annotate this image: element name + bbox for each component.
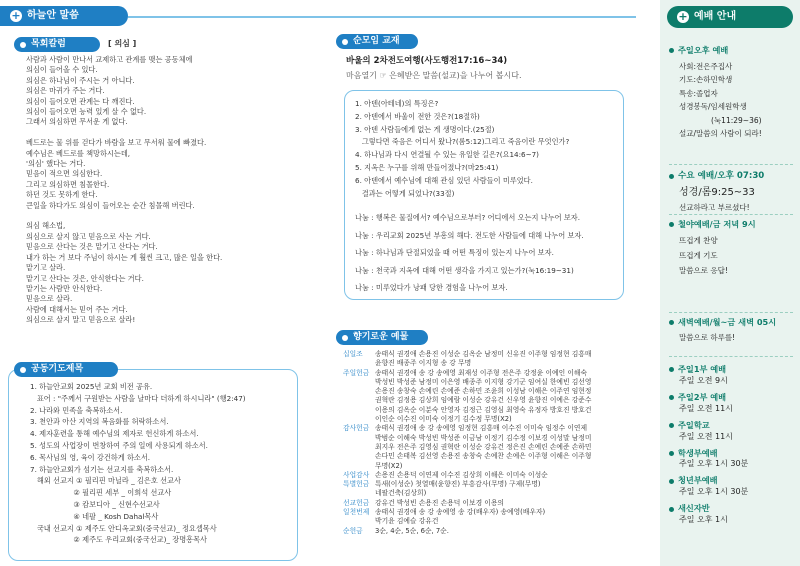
column-line: 내가 하는 거 보다 주님이 하시는 게 훨씬 크고, 많은 일을 한다. <box>26 252 223 262</box>
service-item <box>669 449 748 470</box>
column-line: 의심으로 살지 말고 믿음으로 살라! <box>26 315 136 325</box>
service-title-text: 새신자반 <box>678 503 710 514</box>
offering-row <box>343 508 591 527</box>
service-title <box>669 449 748 459</box>
service-item <box>669 365 748 386</box>
friday-title: 철야예배/금 저녁 9시 <box>678 219 756 229</box>
prayer-line: 5. 성도의 사업장이 번창하여 주의 일에 사용되게 하소서. <box>30 440 208 450</box>
divider <box>669 214 793 215</box>
study-question: 6. 아덴에서 예수님에 대해 관심 있던 사람들이 미루었다. <box>355 175 533 185</box>
column-title: 목회칼럼 <box>31 39 66 50</box>
service-time: 주일 오후 1시 <box>679 515 728 525</box>
column-line: 그래서 의심하면 무서운 게 없다. <box>26 117 128 127</box>
offering-row <box>343 499 591 508</box>
offering-names <box>375 350 591 369</box>
offering-names-line: 네팔건축(김상희) <box>375 489 427 498</box>
offering-row <box>343 527 591 536</box>
service-time: 주일 오전 11시 <box>679 431 733 441</box>
service-time: 주일 오전 9시 <box>679 375 728 385</box>
service-title <box>669 365 748 375</box>
offering-names-line: 박성빈 박성준 남정미 이은영 배종주 이지형 강기군 임여실 한예빈 김선영 <box>375 377 592 386</box>
column-line: 하던 것도 못하게 한다. <box>26 190 98 200</box>
study-heading: 바울의 2차전도여행(사도행전17:16~34) <box>346 56 508 66</box>
offering-row <box>343 424 591 470</box>
offering-names-line: 손다민 손태복 김선영 손용진 송창숙 손예찬 손예은 이주형 이해은 이주형 <box>375 452 592 461</box>
column-title-pill <box>14 37 100 52</box>
service-title <box>669 393 748 403</box>
offering-category: 일천번제 <box>343 508 370 517</box>
prayer-body <box>30 381 246 546</box>
plus-icon: + <box>678 10 688 23</box>
column-line: 그리고 의심하면 침몰한다. <box>26 179 110 189</box>
column-body <box>26 55 222 326</box>
prayer-line: 1. 하늘안교회 2025년 교회 비전 공유. <box>30 382 153 391</box>
offering-names-line: 윤향진 배종주 이지형 송 강 무명 <box>375 359 472 368</box>
sunday-pm-title: 주일오후 예배 <box>678 45 729 55</box>
bullet-icon <box>342 335 348 341</box>
schedule-title: 예배 안내 <box>694 11 737 22</box>
sunday-pm-line: 특송:졸업자 <box>679 88 718 98</box>
study-question: 결과는 어떻게 되었나?(33절) <box>355 188 455 198</box>
study-sharing-item: 나눔 : 천국과 지옥에 대해 어떤 생각을 가지고 있는가?(눅16:19~31) <box>355 265 574 275</box>
service-title <box>669 504 748 514</box>
offering-names-line: 손용진 손용덕 이연제 이수진 김상희 이해은 이미숙 이성순 <box>375 470 548 479</box>
service-time: 주일 오전 11시 <box>679 403 733 413</box>
header-title: 하늘안 말씀 <box>27 10 79 21</box>
service-item <box>669 504 748 525</box>
study-question: 4. 하나님과 다시 연결될 수 있는 유일한 길은?(요14:6~7) <box>355 150 539 160</box>
offering-names <box>375 369 591 425</box>
offering-row <box>343 369 591 425</box>
wednesday-block <box>669 171 764 213</box>
column-line: 믿음으로 산다는 것은 맡기고 산다는 거다. <box>26 242 158 252</box>
bullet-icon <box>669 174 674 179</box>
offering-category: 감사헌금 <box>343 424 370 433</box>
column-line: 사람과 사람이 만나서 교제하고 관계를 맺는 공동체에 <box>26 55 193 64</box>
offering-category: 순헌금 <box>343 526 363 535</box>
prayer-line: 표어 : "주께서 구원받는 사람을 날마다 더하게 하시니라" (행2:47) <box>30 393 246 403</box>
service-time: 주일 오후 1시 30분 <box>679 459 749 469</box>
offering-names-line: 강유건 박성빈 손용진 손용덕 이보경 이용의 <box>375 498 504 507</box>
column-line: 의심은 하나님이 주시는 거 아니다. <box>26 75 135 85</box>
study-sharing-item: 나눔 : 우리교회 2025년 부흥의 해다. 전도한 사람들에 대해 나누어 보자. <box>355 230 584 240</box>
bullet-icon <box>669 395 674 400</box>
column-line: 맡기고 살라. <box>26 263 66 273</box>
prayer-line: 3. 천안과 아산 지역의 복음화를 허락하소서. <box>30 417 169 427</box>
offering-names-line: 이용의 김옥순 이분숙 안영자 김정근 김영심 최영숙 유정자 방호진 방호건 <box>375 405 592 414</box>
bullet-icon <box>669 451 674 456</box>
offering-category: 십일조 <box>343 350 363 358</box>
column-line: 베드로는 물 위를 걷다가 바람을 보고 무서워 물에 빠졌다. <box>26 138 207 148</box>
offering-names <box>375 424 591 470</box>
column-line <box>26 211 222 221</box>
study-question: 3. 아덴 사람들에게 없는 게 생명이다.(25절) <box>355 124 495 134</box>
column-line: '의심' 했다는 거다. <box>26 159 86 169</box>
sunday-pm-line: 기도:손하민학생 <box>679 75 733 85</box>
header-banner <box>0 6 128 26</box>
offering-category: 선교헌금 <box>343 498 370 507</box>
wednesday-sermon: 선교하라고 부르셨다! <box>679 203 750 213</box>
services-list <box>669 365 748 532</box>
service-item <box>669 421 748 442</box>
plus-icon: + <box>11 9 21 22</box>
service-title-text: 주일2부 예배 <box>678 391 727 402</box>
prayer-line: 해외 선교지 ① 필리핀 마닐라 _ 김은호 선교사 <box>30 476 181 486</box>
column-line: 맡기고 산다는 것은, 안식한다는 거다. <box>26 273 144 283</box>
study-question: 2. 아덴에서 바울이 전한 것은?(18절하) <box>355 111 480 121</box>
column-line: 믿음이 적으면 의심한다. <box>26 169 103 179</box>
study-question: 1. 아덴(아테네)의 특징은? <box>355 99 439 108</box>
study-question: 5. 지옥은 누구를 위해 만들어졌나?(마25:41) <box>355 162 499 172</box>
bullet-icon <box>342 39 348 45</box>
offering-names <box>375 499 504 508</box>
bullet-icon <box>669 479 674 484</box>
offering-category: 사업감사 <box>343 470 370 479</box>
column-line: 의심은 마귀가 주는 거다. <box>26 86 105 96</box>
prayer-line: 7. 하늘안교회가 섬기는 선교지를 축복하소서. <box>30 464 174 474</box>
offering-names-line: 3순, 4순, 5순, 6순, 7순. <box>375 526 449 535</box>
sunday-pm-block <box>669 46 762 141</box>
bullet-icon <box>20 367 26 373</box>
offering-body <box>343 350 591 536</box>
divider <box>669 312 793 313</box>
study-sharing-item: 나눔 : 행복은 물질에서? 예수님으로부터? 어디에서 오는지 나누어 보자. <box>355 213 581 222</box>
prayer-line: 국내 선교지 ① 제주도 안디옥교회(중국선교)_ 정요셉목사 <box>30 523 217 533</box>
column-line: 사람에 대해서는 믿어 주는 거다. <box>26 304 128 314</box>
bullet-icon <box>669 222 674 227</box>
offering-names-line: 송태식 권경애 송 강 송예영 송 강(배우자) 송예영(배우자) <box>375 508 546 517</box>
friday-block <box>669 220 756 278</box>
dawn-block <box>669 318 776 343</box>
offering-names-line: 권혁란 김정용 김상희 임예람 이성순 강유건 신우영 윤향진 이예은 강준수 <box>375 396 592 405</box>
column-line: 의심으로 살지 않고 믿음으로 사는 거다. <box>26 231 151 241</box>
study-sharing <box>355 209 584 297</box>
bullet-icon <box>669 507 674 512</box>
offering-names <box>375 471 548 480</box>
service-title-text: 주일1부 예배 <box>678 364 727 374</box>
bullet-icon <box>20 42 26 48</box>
prayer-line: ④ 네팔 _ Kosh Dahal목사 <box>30 511 159 521</box>
dawn-line: 말씀으로 하루를! <box>679 332 736 342</box>
sunday-pm-line: 사회:전은주집사 <box>679 61 733 71</box>
service-item <box>669 393 748 414</box>
offering-title: 향기로운 예물 <box>353 332 409 343</box>
service-title <box>669 476 748 486</box>
prayer-title: 공동기도제목 <box>31 364 84 375</box>
service-item <box>669 476 748 497</box>
column-line: 의심이 들어오면 관계는 다 깨진다. <box>26 96 135 106</box>
service-title <box>669 421 748 431</box>
column-line <box>26 128 222 138</box>
bullet-icon <box>669 48 674 53</box>
bullet-icon <box>669 320 674 325</box>
study-subheading: 마음열기 ☞ 은혜받은 말씀(설교)을 나누어 봅시다. <box>346 71 522 80</box>
offering-row <box>343 471 591 480</box>
offering-names-line: 송태식 권경애 손용진 이성순 김옥순 남정미 신유진 이주형 임정현 김흥매 <box>375 350 592 358</box>
prayer-title-pill <box>14 362 118 377</box>
offering-names-line: 무명(X2) <box>375 461 403 470</box>
header-divider <box>128 16 636 18</box>
offering-names <box>375 508 545 527</box>
bullet-icon <box>669 367 674 372</box>
prayer-line: ② 제주도 우리교회(중국선교)_ 장명흥목사 <box>30 535 208 545</box>
sunday-pm-line: 설교/말씀의 사람이 되라! <box>679 129 762 139</box>
friday-line: 말씀으로 응답! <box>679 265 728 275</box>
column-line: 믿음으로 살라. <box>26 294 73 304</box>
offering-category: 특별헌금 <box>343 480 370 489</box>
divider <box>669 164 793 165</box>
wednesday-scripture: 성경/롬9:25~33 <box>679 187 755 199</box>
divider <box>669 356 793 357</box>
offering-title-pill <box>336 330 428 345</box>
service-title-text: 학생부예배 <box>678 447 718 458</box>
offering-names-line: 송태식 권경애 송 강 송예영 최재성 이주형 전은주 강정윤 이예인 이해숙 <box>375 368 588 377</box>
service-title-text: 청년부예배 <box>678 475 718 486</box>
column-subtitle: [ 의심 ] <box>108 39 137 48</box>
offering-names <box>375 527 449 536</box>
offering-names-line: 박기윤 김예슬 강유건 <box>375 517 439 526</box>
dawn-title: 새벽예배/월~금 새벽 05시 <box>678 317 777 327</box>
prayer-line: 6. 목사님의 영, 육이 강건하게 하소서. <box>30 452 151 462</box>
offering-names-line: 손용진 송창숙 손예린 손예준 손하민 조윤희 이성남 이해은 이주연 임현정 <box>375 387 592 396</box>
offering-names <box>375 480 541 499</box>
study-title-pill <box>336 34 418 49</box>
study-question: 그렇다면 죽음은 어디서 왔나?(롬5:12)그리고 죽음이란 무엇인가? <box>355 137 570 147</box>
column-line: 맡기는 사람만 안식한다. <box>26 283 103 293</box>
prayer-line: 4. 제자훈련을 통해 예수님의 제자로 헌신하게 하소서. <box>30 429 199 439</box>
offering-names-line: 특새(이성순) 첫열매(윤향진) 부흥감사(무명) 구제(무명) <box>375 480 541 489</box>
offering-names-line: 이인순 이수진 이미숙 이정기 김수정 무명(X2) <box>375 415 512 424</box>
column-line: 큰일을 하다가도 의심이 들어오는 순간 침몰해 버린다. <box>26 200 195 210</box>
column-line: 의심이 들어오면 능력 있게 살 수 없다. <box>26 107 147 117</box>
sunday-pm-line: 성경봉독/임세원학생 <box>679 102 747 112</box>
offering-names-line: 송태식 권경애 송 강 송예영 임정현 김흥매 이수진 이미숙 임정수 이연제 <box>375 424 588 433</box>
column-line: 의심이 들어올 수 있다. <box>26 65 98 75</box>
offering-category: 주일헌금 <box>343 368 370 377</box>
service-time: 주일 오후 1시 30분 <box>679 487 749 497</box>
schedule-banner <box>667 6 793 28</box>
friday-line: 뜨겁게 찬양 <box>679 235 718 245</box>
service-title-text: 주일학교 <box>678 419 710 430</box>
offering-names-line: 최지우 전은주 김영심 권혁란 이성순 강유건 정은진 손예린 손예준 손하민 <box>375 442 592 451</box>
study-sharing-item: 나눔 : 하나님과 단절되었을 때 어떤 특징이 있는지 나누어 보자. <box>355 248 554 257</box>
column-line: 의심 해소법, <box>26 221 66 231</box>
friday-line: 뜨겁게 기도 <box>679 250 718 260</box>
prayer-line: ③ 캄보디아 _ 신현수선교사 <box>30 499 160 509</box>
column-line: 예수님은 베드로를 책망하시는데, <box>26 148 131 158</box>
study-title: 순모임 교재 <box>353 36 400 47</box>
offering-names-line: 박범순 이해숙 박성빈 박성준 이금남 이정기 김수정 이보경 이성말 남정미 <box>375 433 592 442</box>
offering-row <box>343 480 591 499</box>
study-sharing-item: 나눔 : 미루었다가 낭패 당한 경험을 나누어 보자. <box>355 283 508 292</box>
study-questions <box>355 98 569 200</box>
sunday-pm-line: (눅11:29~36) <box>711 115 762 125</box>
bullet-icon <box>669 423 674 428</box>
prayer-line: ② 필리핀 세부 _ 이희석 선교사 <box>30 488 172 498</box>
prayer-line: 2. 나라와 민족을 축복하소서. <box>30 405 123 415</box>
offering-row <box>343 350 591 369</box>
wednesday-title: 수요 예배/오후 07:30 <box>678 171 765 181</box>
